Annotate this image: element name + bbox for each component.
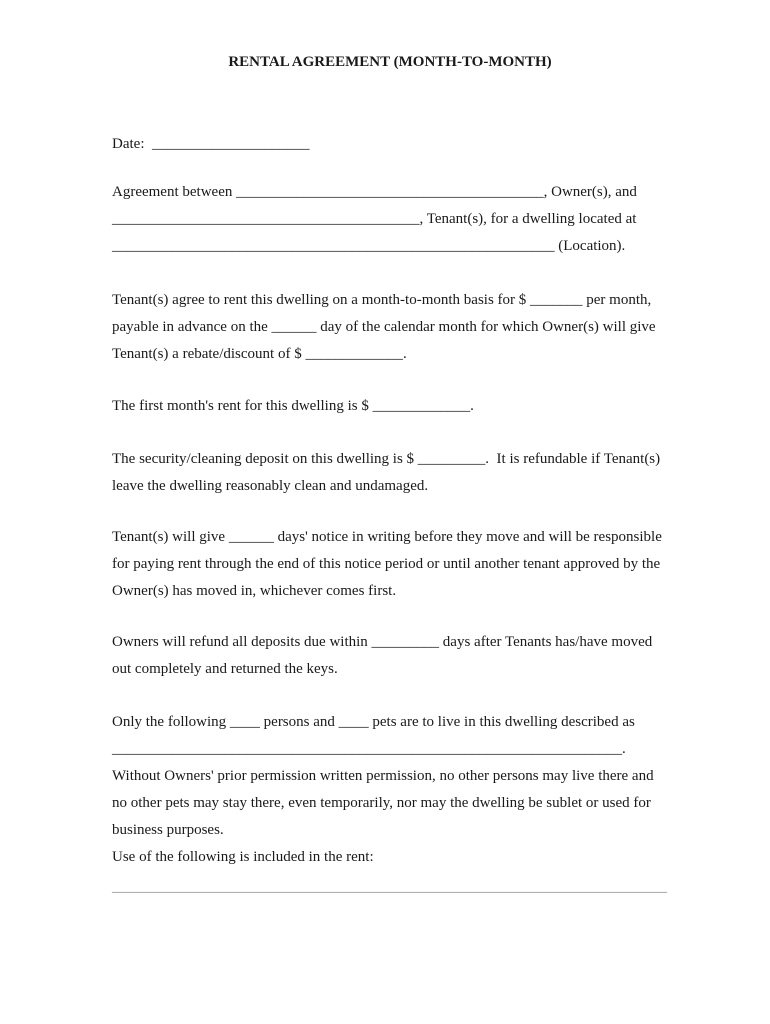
paragraph-line: Agreement between _________________________________________, Owner(s), and	[112, 184, 637, 200]
notice-clause	[112, 524, 770, 605]
paragraph-line: Without Owners' prior permission written permission, no other persons may live there and	[112, 768, 654, 784]
date-field	[112, 131, 770, 158]
paragraph-line: The first month's rent for this dwelling is $ _____________.	[112, 398, 474, 414]
paragraph-line: for paying rent through the end of this notice period or until another tenant approved by the	[112, 556, 661, 572]
paragraph-line: payable in advance on the ______ day of the calendar month for which Owner(s) will give	[112, 319, 656, 335]
paragraph-line: The security/cleaning deposit on this dwelling is $ _________. It is refundable if Tenant(s)	[112, 451, 661, 467]
first-month-rent-clause	[112, 393, 770, 420]
date-line: Date: _____________________	[112, 136, 310, 152]
paragraph-line: leave the dwelling reasonably clean and undamaged.	[112, 478, 429, 494]
parties-clause	[112, 179, 770, 260]
paragraph-line: Tenant(s) agree to rent this dwelling on a month-to-month basis for $ _______ per month,	[112, 292, 652, 308]
paragraph-line: no other pets may stay there, even temporarily, nor may the dwelling be sublet or used for	[112, 795, 651, 811]
occupancy-clause	[112, 709, 770, 871]
included-in-rent-section	[112, 874, 770, 901]
fill-in-rule: __________________________________________________________________________	[112, 879, 667, 895]
paragraph-line: Owner(s) has moved in, whichever comes first.	[112, 583, 397, 599]
dwelling-description-blank: ____________________________________________________________________.	[112, 741, 626, 757]
paragraph-line: Owners will refund all deposits due within _________ days after Tenants has/have moved	[112, 634, 653, 650]
paragraph-line: business purposes.	[112, 822, 224, 838]
security-deposit-clause	[112, 446, 770, 500]
document-title: RENTAL AGREEMENT (MONTH-TO-MONTH)	[228, 54, 552, 70]
paragraph-line: Only the following ____ persons and ____ pets are to live in this dwelling described as	[112, 714, 635, 730]
paragraph-line: Use of the following is included in the rent:	[112, 849, 374, 865]
paragraph-line: _________________________________________, Tenant(s), for a dwelling located at	[112, 211, 637, 227]
paragraph-line: Tenant(s) a rebate/discount of $ _____________.	[112, 346, 407, 362]
paragraph-line: out completely and returned the keys.	[112, 661, 338, 677]
paragraph-line: ___________________________________________________________ (Location).	[112, 238, 626, 254]
rent-terms-clause	[112, 287, 770, 368]
paragraph-line: Tenant(s) will give ______ days' notice in writing before they move and will be responsible	[112, 529, 662, 545]
deposit-refund-clause	[112, 629, 770, 683]
